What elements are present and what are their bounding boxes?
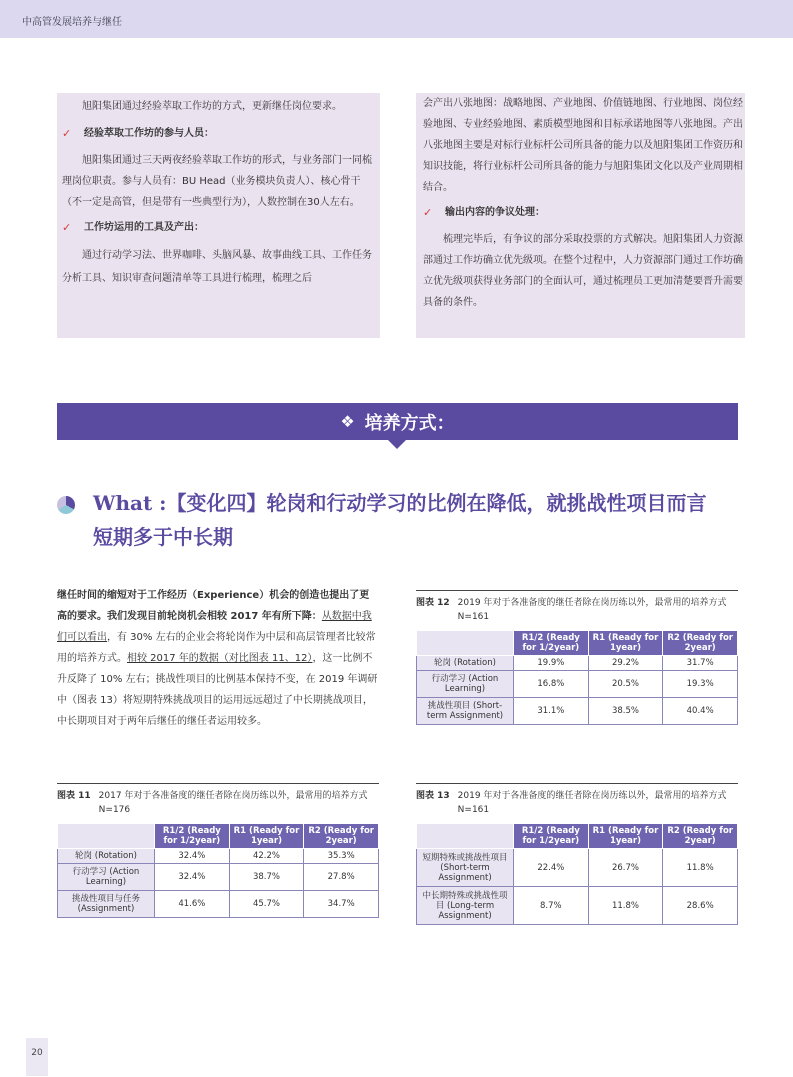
heading-line-1: What :【变化四】轮岗和行动学习的比例在降低，就挑战性项目而言 — [93, 491, 707, 515]
table-row — [417, 849, 738, 887]
table-cell: 38.7% — [229, 864, 304, 891]
paragraph: 通过行动学习法、世界咖啡、头脑风暴、故事曲线工具、工作任务分析工具、知识审查问题清单等工具进行梳理，梳理之后 — [62, 250, 372, 284]
column-header: R1/2 (Ready for 1/2year) — [514, 824, 589, 849]
row-label: 挑战性项目 (Short-term Assignment) — [417, 698, 514, 725]
table-cell: 11.8% — [663, 849, 738, 887]
figure-title: 2017 年对于各准备度的继任者除在岗历练以外，最常用的培养方式 — [98, 791, 368, 801]
check-icon: ✓ — [62, 221, 72, 234]
figure-label: 图表 12 — [416, 598, 450, 608]
paragraph: 会产出八张地图：战略地图、产业地图、价值链地图、行业地图、岗位经验地图、专业经验地图、素质模型地图和目标承诺地图等八张地图。产出八张地图主要是对标行业标杆公司所具备的能力以及旭阳集团工作资历和知识技能，将行业标杆公司所具备的能力与旭阳集团文化以及产业周期相结合。 — [423, 98, 743, 193]
banner-title: 培养方式： — [364, 412, 455, 434]
table-cell: 32.4% — [155, 849, 230, 864]
paragraph: 旭阳集团通过三天两夜经验萃取工作坊的形式，与业务部门一同梳理岗位职责。参与人员有：BU Head（业务模块负责人）、核心骨干（不一定是高管，但是带有一些典型行为），人数控制在30人左右。 — [62, 155, 372, 208]
subheading — [62, 218, 380, 238]
table-cell: 8.7% — [514, 887, 589, 925]
section-heading — [57, 486, 747, 554]
table-cell: 19.3% — [663, 671, 738, 698]
table-cell: 28.6% — [663, 887, 738, 925]
body-underline-1: 从数据中我们可以看出 — [57, 611, 372, 643]
body-bold: 继任时间的缩短对于工作经历（Experience）机会的创造也提出了更高的要求。我们发现目前轮岗机会相较 2017 年有所下降： — [57, 590, 370, 622]
header-blank — [58, 824, 155, 849]
table-header-row — [417, 824, 738, 849]
table-cell: 40.4% — [663, 698, 738, 725]
table-cell: 41.6% — [155, 891, 230, 918]
divider — [416, 783, 738, 784]
figure-n: N=176 — [98, 805, 131, 815]
column-header: R1 (Ready for 1year) — [229, 824, 304, 849]
figure-caption — [416, 789, 738, 817]
header-title: 中高管发展培养与继任 — [22, 17, 122, 28]
column-header: R1 (Ready for 1year) — [588, 824, 663, 849]
row-label: 中长期特殊或挑战性项目 (Long-term Assignment) — [417, 887, 514, 925]
body-text-1: ，有 30% 左右的企业会将轮岗作为中层和高层管理者比较常用的培养方式。 — [57, 632, 376, 664]
pie-icon — [57, 496, 75, 514]
check-icon: ✓ — [62, 127, 72, 140]
data-table — [57, 823, 379, 918]
figure-caption — [416, 596, 738, 624]
heading-line-2: 短期多于中长期 — [93, 525, 233, 549]
body-paragraph — [57, 585, 379, 732]
column-header: R1/2 (Ready for 1/2year) — [514, 631, 589, 656]
divider — [57, 783, 379, 784]
table-cell: 19.9% — [514, 656, 589, 671]
column-header: R2 (Ready for 2year) — [663, 824, 738, 849]
row-label: 挑战性项目与任务 (Assignment) — [58, 891, 155, 918]
header-bar — [0, 0, 793, 38]
case-box-left — [57, 93, 380, 338]
table-row — [417, 698, 738, 725]
table-cell: 32.4% — [155, 864, 230, 891]
table-cell: 38.5% — [588, 698, 663, 725]
subheading-text: 输出内容的争议处理： — [445, 207, 545, 218]
section-banner — [57, 403, 738, 440]
table-header-row — [58, 824, 379, 849]
figure-13 — [416, 783, 738, 925]
header-blank — [417, 631, 514, 656]
table-cell: 26.7% — [588, 849, 663, 887]
paragraph: 梳理完毕后，有争议的部分采取投票的方式解决。旭阳集团人力资源部通过工作坊确立优先级项。在整个过程中，人力资源部门通过工作坊确立优先级项获得业务部门的全面认可，通过梳理员工更加清楚要晋升需要具备的条件。 — [423, 234, 743, 308]
table-cell: 31.7% — [663, 656, 738, 671]
table-row — [417, 671, 738, 698]
page-number: 20 — [26, 1038, 48, 1076]
row-label: 短期特殊或挑战性项目 (Short-term Assignment) — [417, 849, 514, 887]
row-label: 行动学习 (Action Learning) — [417, 671, 514, 698]
table-cell: 22.4% — [514, 849, 589, 887]
table-cell: 42.2% — [229, 849, 304, 864]
table-cell: 16.8% — [514, 671, 589, 698]
table-cell: 45.7% — [229, 891, 304, 918]
body-text-2: ，这一比例不升反降了 10% 左右；挑战性项目的比例基本保持不变，在 2019 年调研中（图表 13）将短期特殊挑战项目的运用远远超过了中长期挑战项目，中长期项目对于两年后继任的继任者运用较多。 — [57, 653, 378, 727]
paragraph: 旭阳集团通过经验萃取工作坊的方式，更新继任岗位要求。 — [82, 101, 342, 112]
figure-12 — [416, 590, 738, 725]
body-content — [57, 585, 379, 732]
divider — [416, 590, 738, 591]
row-label: 轮岗 (Rotation) — [417, 656, 514, 671]
figure-title: 2019 年对于各准备度的继任者除在岗历练以外，最常用的培养方式 — [457, 598, 727, 608]
subheading — [423, 203, 745, 223]
table-row — [58, 849, 379, 864]
column-header: R1 (Ready for 1year) — [588, 631, 663, 656]
table-row — [417, 656, 738, 671]
data-table — [416, 823, 738, 925]
column-header: R2 (Ready for 2year) — [304, 824, 379, 849]
column-header: R1/2 (Ready for 1/2year) — [155, 824, 230, 849]
figure-label: 图表 11 — [57, 791, 91, 801]
table-cell: 35.3% — [304, 849, 379, 864]
case-box-right — [416, 93, 745, 338]
figure-label: 图表 13 — [416, 791, 450, 801]
table-cell: 29.2% — [588, 656, 663, 671]
figure-11 — [57, 783, 379, 918]
banner-pointer — [388, 440, 406, 449]
layers-icon: ❖ — [340, 412, 355, 431]
table-row — [417, 887, 738, 925]
row-label: 行动学习 (Action Learning) — [58, 864, 155, 891]
table-cell: 31.1% — [514, 698, 589, 725]
column-header: R2 (Ready for 2year) — [663, 631, 738, 656]
data-table — [416, 630, 738, 725]
figure-title: 2019 年对于各准备度的继任者除在岗历练以外，最常用的培养方式 — [457, 791, 727, 801]
figure-n: N=161 — [457, 612, 490, 622]
table-cell: 11.8% — [588, 887, 663, 925]
table-cell: 27.8% — [304, 864, 379, 891]
subheading-text: 工作坊运用的工具及产出： — [84, 222, 204, 233]
table-row — [58, 891, 379, 918]
body-underline-2: 相较 2017 年的数据（对比图表 11、12） — [127, 653, 313, 664]
check-icon: ✓ — [423, 206, 433, 219]
figure-caption — [57, 789, 379, 817]
figure-n: N=161 — [457, 805, 490, 815]
row-label: 轮岗 (Rotation) — [58, 849, 155, 864]
table-row — [58, 864, 379, 891]
table-cell: 34.7% — [304, 891, 379, 918]
table-cell: 20.5% — [588, 671, 663, 698]
table-header-row — [417, 631, 738, 656]
subheading-text: 经验萃取工作坊的参与人员： — [84, 128, 214, 139]
header-blank — [417, 824, 514, 849]
subheading — [62, 124, 380, 144]
